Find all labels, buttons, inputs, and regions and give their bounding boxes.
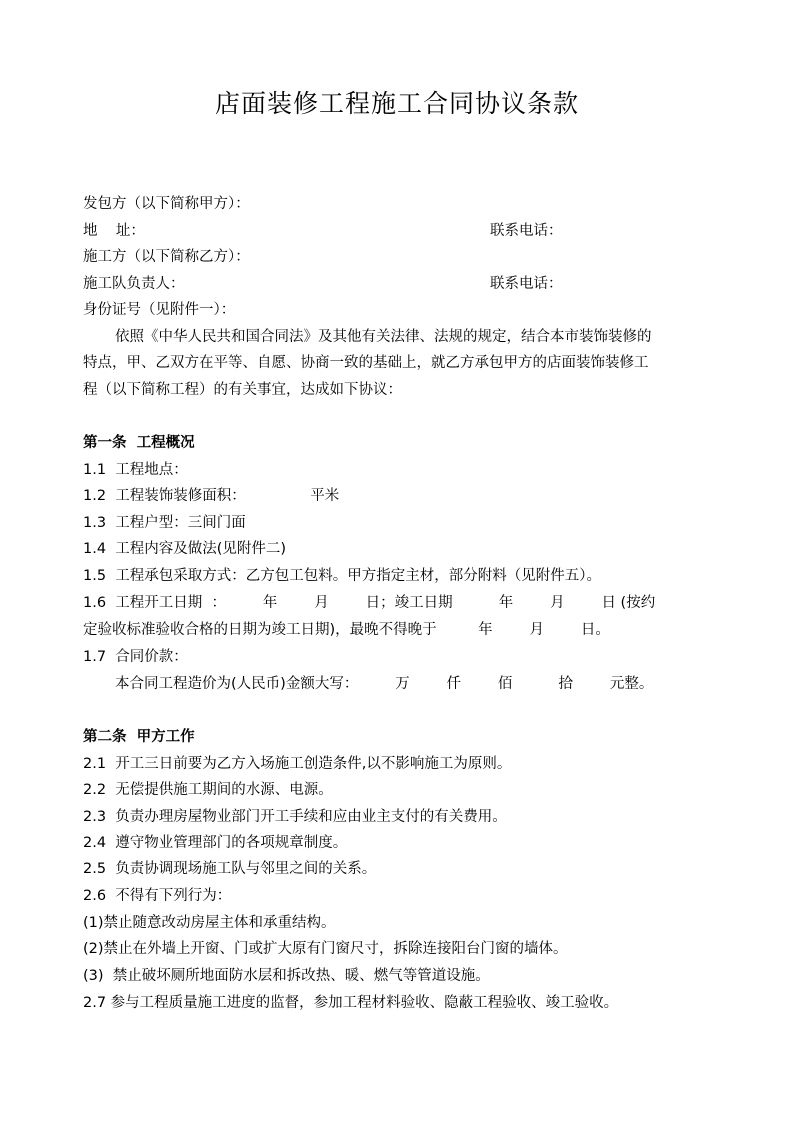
page-title: 店面装修工程施工合同协议条款 — [214, 89, 579, 118]
preamble-line: 特点，甲、乙双方在平等、自愿、协商一致的基础上，就乙方承包甲方的店面装饰装修工 — [83, 355, 649, 371]
preamble-line: 程（以下简称工程）的有关事宜，达成如下协议： — [83, 382, 402, 398]
phone-label-1: 联系电话： — [490, 223, 563, 239]
article1-clause: 1.5 工程承包采取方式：乙方包工包料。甲方指定主材，部分附料（见附件五）。 — [83, 568, 602, 584]
article2-clause: (3) 禁止破坏厕所地面防水层和拆改热、暖、燃气等管道设施。 — [83, 968, 490, 984]
article1-clause: 1.6 工程开工日期 ： 年 月 日；竣工日期 年 月 日 (按约 — [83, 595, 656, 611]
id-number-line: 身份证号（见附件一）： — [83, 302, 236, 318]
article1-clause: 1.1 工程地点： — [83, 462, 188, 478]
preamble-line: 依照《中华人民共和国合同法》及其他有关法律、法规的规定，结合本市装饰装修的 — [115, 329, 652, 345]
article2-heading: 第二条 甲方工作 — [83, 729, 195, 745]
contract-price-line: 本合同工程造价为(人民币)金额大写： 万 仟 佰 拾 元整。 — [115, 676, 654, 692]
phone-label-2: 联系电话： — [490, 276, 563, 292]
article2-clause: 2.5 负责协调现场施工队与邻里之间的关系。 — [83, 861, 377, 877]
contractor-line: 施工方（以下简称乙方）： — [83, 249, 250, 265]
article2-clause: 2.7 参与工程质量施工进度的监督，参加工程材料验收、隐蔽工程验收、竣工验收。 — [83, 995, 619, 1011]
article2-clause: (1)禁止随意改动房屋主体和承重结构。 — [83, 915, 336, 931]
address-line: 地 址： — [83, 223, 145, 239]
article2-clause: (2)禁止在外墙上开窗、门或扩大原有门窗尺寸，拆除连接阳台门窗的墙体。 — [83, 941, 568, 957]
article2-clause: 2.1 开工三日前要为乙方入场施工创造条件,以不影响施工为原则。 — [83, 756, 512, 772]
article2-clause: 2.2 无偿提供施工期间的水源、电源。 — [83, 782, 333, 798]
article1-clause: 1.3 工程户型：三间门面 — [83, 515, 246, 531]
article2-clause: 2.6 不得有下列行为： — [83, 888, 232, 904]
article2-clause: 2.4 遵守物业管理部门的各项规章制度。 — [83, 835, 348, 851]
employer-line: 发包方（以下简称甲方）： — [83, 196, 250, 212]
article1-heading: 第一条 工程概况 — [83, 435, 195, 451]
article1-clause: 定验收标准验收合格的日期为竣工日期)，最晚不得晚于 年 月 日。 — [83, 622, 610, 638]
article1-clause: 1.7 合同价款： — [83, 649, 188, 665]
article1-clause: 1.2 工程装饰装修面积： 平米 — [83, 488, 340, 504]
team-leader-line: 施工队负责人： — [83, 276, 185, 292]
article1-clause: 1.4 工程内容及做法(见附件二) — [83, 541, 287, 557]
article2-clause: 2.3 负责办理房屋物业部门开工手续和应由业主支付的有关费用。 — [83, 809, 507, 825]
